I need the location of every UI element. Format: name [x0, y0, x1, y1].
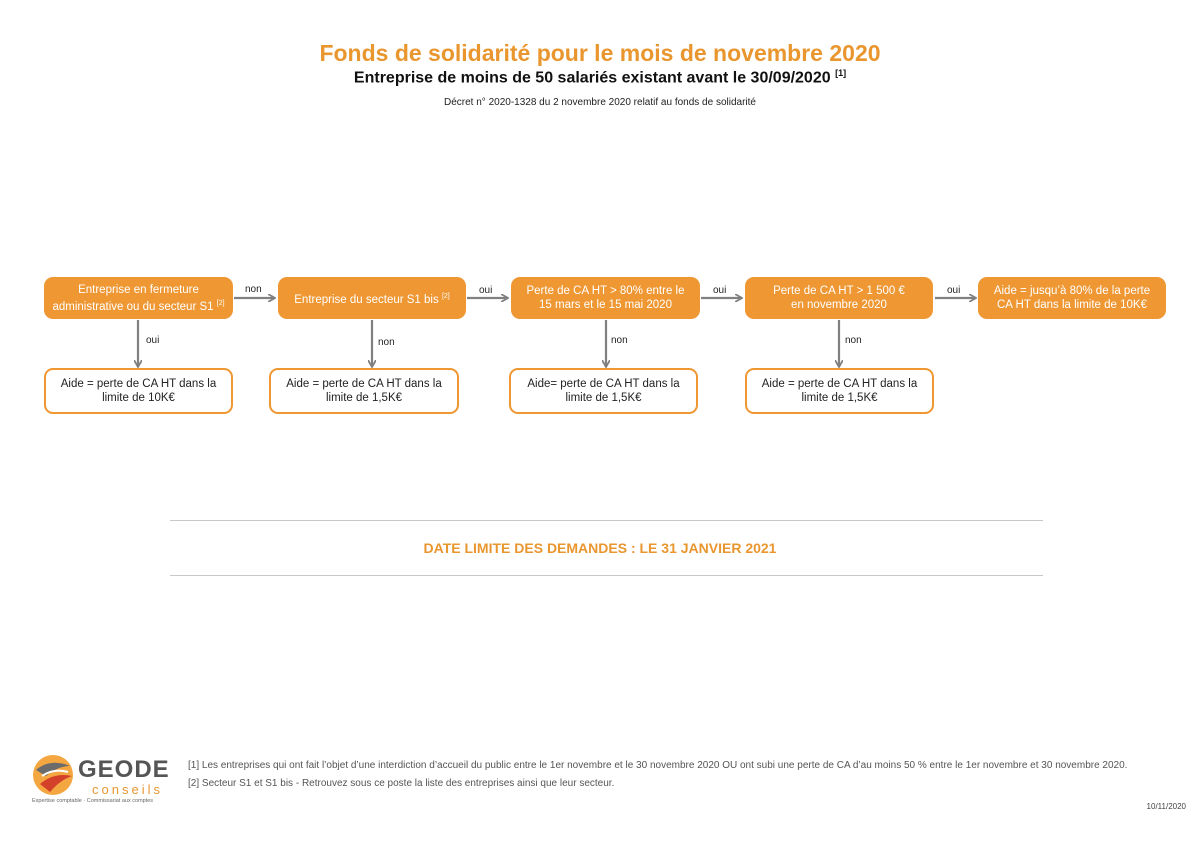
step-box-2: Entreprise du secteur S1 bis [2] — [278, 277, 466, 319]
divider-top — [170, 520, 1043, 521]
label-h-1: non — [245, 284, 262, 295]
footnote-1: [1] Les entreprises qui ont fait l’objet d’une interdiction d’accueil du public entre le 1er novembre et le 30 novembre 2020 OU ont subi une perte de CA d’au moins 50 % entre le 1er novembre et 30 novembre 2020. — [188, 760, 1128, 771]
subtitle-text: Entreprise de moins de 50 salariés existant avant le 30/09/2020 — [353, 69, 831, 87]
label-v-1: oui — [146, 335, 160, 346]
label-h-2: oui — [479, 285, 493, 296]
logo-sub: conseils — [92, 782, 163, 797]
decree-reference: Décret n° 2020-1328 du 2 novembre 2020 relatif au fonds de solidarité — [444, 97, 756, 108]
divider-bottom — [170, 575, 1043, 576]
result-box-2: Aide = perte de CA HT dans la limite de 1,5K€ — [269, 368, 459, 414]
label-h-3: oui — [713, 285, 727, 296]
label-v-2: non — [378, 337, 395, 348]
step-box-4: Perte de CA HT > 1 500 € en novembre 2020 — [745, 277, 933, 319]
logo-name: GEODE — [78, 756, 170, 783]
result-box-3: Aide= perte de CA HT dans la limite de 1,5K€ — [509, 368, 698, 414]
page-title: Fonds de solidarité pour le mois de novembre 2020 — [319, 40, 881, 66]
step-box-1: Entreprise en fermeture administrative ou du secteur S1 [2] — [44, 277, 233, 319]
document-date: 10/11/2020 — [1146, 802, 1186, 811]
deadline-banner: DATE LIMITE DES DEMANDES : LE 31 JANVIER 2021 — [423, 540, 777, 556]
label-v-3: non — [611, 335, 628, 346]
label-h-4: oui — [947, 285, 961, 296]
result-box-1: Aide = perte de CA HT dans la limite de 10K€ — [44, 368, 233, 414]
label-v-4: non — [845, 335, 862, 346]
step-box-3: Perte de CA HT > 80% entre le 15 mars et le 15 mai 2020 — [511, 277, 700, 319]
logo-tagline: Expertise comptable · Commissariat aux comptes — [32, 798, 154, 804]
geode-logo-icon — [30, 752, 76, 798]
result-box-4: Aide = perte de CA HT dans la limite de 1,5K€ — [745, 368, 934, 414]
subtitle-ref: [1] — [835, 68, 847, 78]
footnote-2: [2] Secteur S1 et S1 bis - Retrouvez sous ce poste la liste des entreprises ainsi que leur secteur. — [188, 778, 615, 789]
step-box-5: Aide = jusqu’à 80% de la perte CA HT dans la limite de 10K€ — [978, 277, 1166, 319]
